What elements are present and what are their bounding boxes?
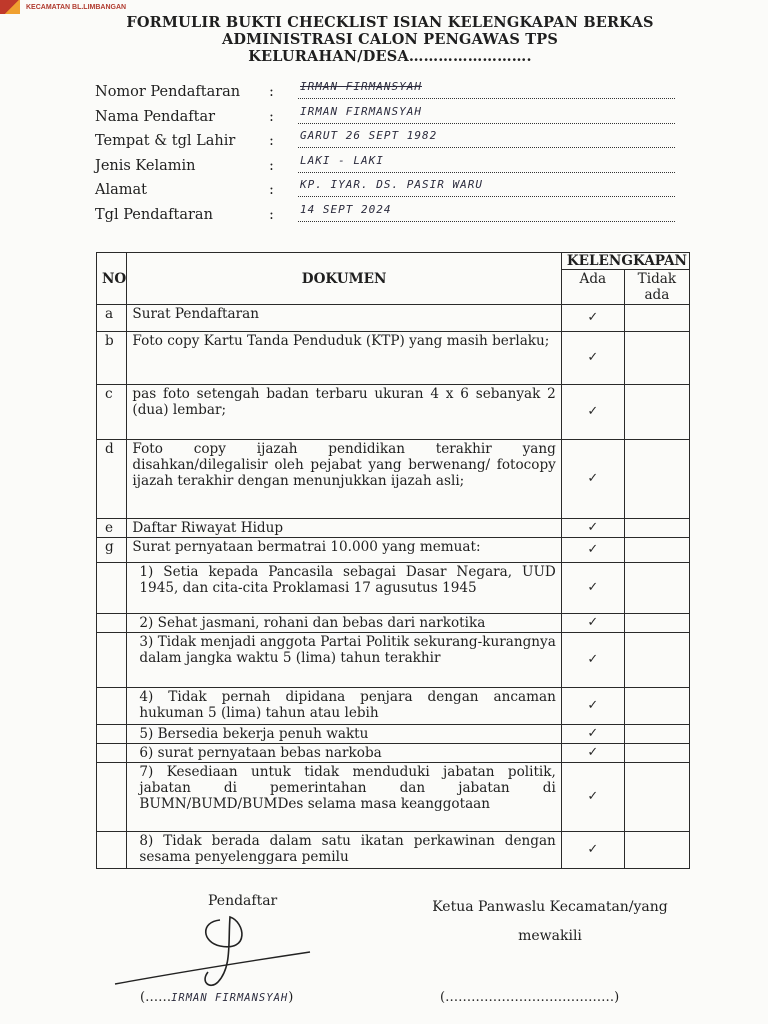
row-tidak-ada-check bbox=[624, 332, 689, 385]
info-dotted-line bbox=[298, 196, 675, 197]
row-tidak-ada-check bbox=[624, 763, 689, 832]
applicant-name-open: (…… bbox=[140, 990, 172, 1005]
row-document: 6) surat pernyataan bebas narkoba bbox=[127, 744, 561, 763]
row-tidak-ada-check bbox=[624, 385, 689, 440]
row-no bbox=[97, 832, 127, 869]
row-tidak-ada-check bbox=[624, 305, 689, 332]
table-row bbox=[97, 538, 690, 563]
header-no: NO bbox=[97, 253, 127, 305]
row-ada-check: ✓ bbox=[561, 305, 624, 332]
applicant-info bbox=[95, 80, 675, 232]
row-ada-check: ✓ bbox=[561, 563, 624, 614]
info-label: Tempat & tgl Lahir bbox=[95, 133, 236, 150]
info-value-handwritten: KP. IYAR. DS. PASIR WARU bbox=[300, 178, 483, 192]
row-tidak-ada-check bbox=[624, 440, 689, 519]
row-document: Surat Pendaftaran bbox=[127, 305, 561, 332]
info-label: Tgl Pendaftaran bbox=[95, 206, 213, 223]
row-ada-check: ✓ bbox=[561, 440, 624, 519]
info-label: Jenis Kelamin bbox=[95, 157, 196, 174]
row-no bbox=[97, 633, 127, 688]
panwaslu-name-line: (…………………………………) bbox=[440, 990, 620, 1005]
table-row bbox=[97, 763, 690, 832]
info-row bbox=[95, 202, 675, 232]
table-row bbox=[97, 563, 690, 614]
info-dotted-line bbox=[298, 98, 675, 99]
row-document: 8) Tidak berada dalam satu ikatan perkawinan dengan sesama penyelenggara pemilu bbox=[127, 832, 561, 869]
info-colon: : bbox=[269, 133, 274, 150]
table-row bbox=[97, 725, 690, 744]
applicant-name-close: ) bbox=[288, 990, 294, 1005]
table-row bbox=[97, 519, 690, 538]
table-row bbox=[97, 385, 690, 440]
logo-text: KECAMATAN BL.LIMBANGAN bbox=[26, 3, 127, 11]
table-row bbox=[97, 332, 690, 385]
row-ada-check: ✓ bbox=[561, 332, 624, 385]
row-no bbox=[97, 744, 127, 763]
form-title-line-1: FORMULIR BUKTI CHECKLIST ISIAN KELENGKAPAN BERKAS bbox=[126, 14, 654, 31]
header-kelengkapan: KELENGKAPAN bbox=[561, 253, 689, 270]
applicant-name-handwritten: IRMAN FIRMANSYAH bbox=[171, 992, 289, 1004]
table-row bbox=[97, 688, 690, 725]
applicant-label: Pendaftar bbox=[208, 893, 278, 909]
document-checklist-table bbox=[96, 252, 690, 869]
row-ada-check: ✓ bbox=[561, 614, 624, 633]
row-ada-check: ✓ bbox=[561, 688, 624, 725]
info-value-handwritten: 14 SEPT 2024 bbox=[300, 202, 392, 216]
row-no: d bbox=[97, 440, 127, 519]
header-dokumen: DOKUMEN bbox=[127, 253, 561, 305]
info-label: Nama Pendaftar bbox=[95, 108, 216, 125]
row-no: c bbox=[97, 385, 127, 440]
info-dotted-line bbox=[298, 172, 675, 173]
info-colon: : bbox=[269, 84, 274, 100]
row-ada-check: ✓ bbox=[561, 725, 624, 744]
info-dotted-line bbox=[298, 123, 675, 124]
info-colon: : bbox=[269, 157, 274, 174]
info-label: Alamat bbox=[95, 182, 147, 199]
info-colon: : bbox=[269, 206, 274, 223]
table-row bbox=[97, 614, 690, 633]
row-tidak-ada-check bbox=[624, 725, 689, 744]
row-no: a bbox=[97, 305, 127, 332]
row-tidak-ada-check bbox=[624, 563, 689, 614]
row-document: Foto copy Kartu Tanda Penduduk (KTP) yang masih berlaku; bbox=[127, 332, 561, 385]
row-document: Daftar Riwayat Hidup bbox=[127, 519, 561, 538]
row-document: Foto copy ijazah pendidikan terakhir yang disahkan/dilegalisir oleh pejabat yang berwenang/ fotocopy ijazah terakhir dengan menunjukkan ijazah asli; bbox=[127, 440, 561, 519]
info-colon: : bbox=[269, 108, 274, 125]
row-tidak-ada-check bbox=[624, 744, 689, 763]
row-document: 1) Setia kepada Pancasila sebagai Dasar Negara, UUD 1945, dan cita-cita Proklamasi 17 agusutus 1945 bbox=[127, 563, 561, 614]
logo bbox=[0, 0, 126, 14]
row-document: pas foto setengah badan terbaru ukuran 4 x 6 sebanyak 2 (dua) lembar; bbox=[127, 385, 561, 440]
row-tidak-ada-check bbox=[624, 688, 689, 725]
info-value-handwritten: GARUT 26 SEPT 1982 bbox=[300, 129, 438, 143]
panwaslu-label: Ketua Panwaslu Kecamatan/yang mewakili bbox=[432, 899, 668, 944]
row-document: Surat pernyataan bermatrai 10.000 yang memuat: bbox=[127, 538, 561, 563]
table-row bbox=[97, 744, 690, 763]
table-row bbox=[97, 832, 690, 869]
applicant-name-line bbox=[140, 990, 293, 1005]
row-ada-check: ✓ bbox=[561, 519, 624, 538]
info-dotted-line bbox=[298, 147, 675, 148]
row-no: e bbox=[97, 519, 127, 538]
row-ada-check: ✓ bbox=[561, 633, 624, 688]
row-no bbox=[97, 688, 127, 725]
row-ada-check: ✓ bbox=[561, 385, 624, 440]
row-tidak-ada-check bbox=[624, 633, 689, 688]
row-no bbox=[97, 563, 127, 614]
row-document: 3) Tidak menjadi anggota Partai Politik sekurang-kurangnya dalam jangka waktu 5 (lima) tahun terakhir bbox=[127, 633, 561, 688]
table-row bbox=[97, 305, 690, 332]
row-ada-check: ✓ bbox=[561, 832, 624, 869]
applicant-signature bbox=[110, 912, 330, 992]
table-row bbox=[97, 440, 690, 519]
header-ada: Ada bbox=[561, 270, 624, 305]
info-value-handwritten: IRMAN FIRMANSYAH bbox=[300, 104, 422, 118]
row-no: g bbox=[97, 538, 127, 563]
row-no bbox=[97, 614, 127, 633]
row-tidak-ada-check bbox=[624, 614, 689, 633]
form-title-line-3: KELURAHAN/DESA……………………. bbox=[248, 48, 532, 65]
row-document: 7) Kesediaan untuk tidak menduduki jabatan politik, jabatan di pemerintahan dan jabatan di BUMN/BUMD/BUMDes selama masa keanggotaan bbox=[127, 763, 561, 832]
row-no bbox=[97, 763, 127, 832]
row-tidak-ada-check bbox=[624, 832, 689, 869]
row-ada-check: ✓ bbox=[561, 763, 624, 832]
form-title-line-2: ADMINISTRASI CALON PENGAWAS TPS bbox=[221, 31, 559, 48]
row-document: 4) Tidak pernah dipidana penjara dengan ancaman hukuman 5 (lima) tahun atau lebih bbox=[127, 688, 561, 725]
row-tidak-ada-check bbox=[624, 519, 689, 538]
row-no: b bbox=[97, 332, 127, 385]
info-label: Nomor Pendaftaran bbox=[95, 84, 241, 100]
info-value-handwritten: IRMAN FIRMANSYAH bbox=[300, 80, 422, 93]
info-dotted-line bbox=[298, 221, 675, 222]
table-row bbox=[97, 633, 690, 688]
info-value-handwritten: LAKI - LAKI bbox=[300, 153, 384, 167]
info-row bbox=[95, 129, 675, 158]
logo-mark bbox=[0, 0, 20, 14]
row-document: 2) Sehat jasmani, rohani dan bebas dari narkotika bbox=[127, 614, 561, 633]
row-ada-check: ✓ bbox=[561, 538, 624, 563]
row-no bbox=[97, 725, 127, 744]
row-tidak-ada-check bbox=[624, 538, 689, 563]
header-tidak-ada: Tidak ada bbox=[624, 270, 689, 305]
row-document: 5) Bersedia bekerja penuh waktu bbox=[127, 725, 561, 744]
row-ada-check: ✓ bbox=[561, 744, 624, 763]
info-colon: : bbox=[269, 182, 274, 199]
